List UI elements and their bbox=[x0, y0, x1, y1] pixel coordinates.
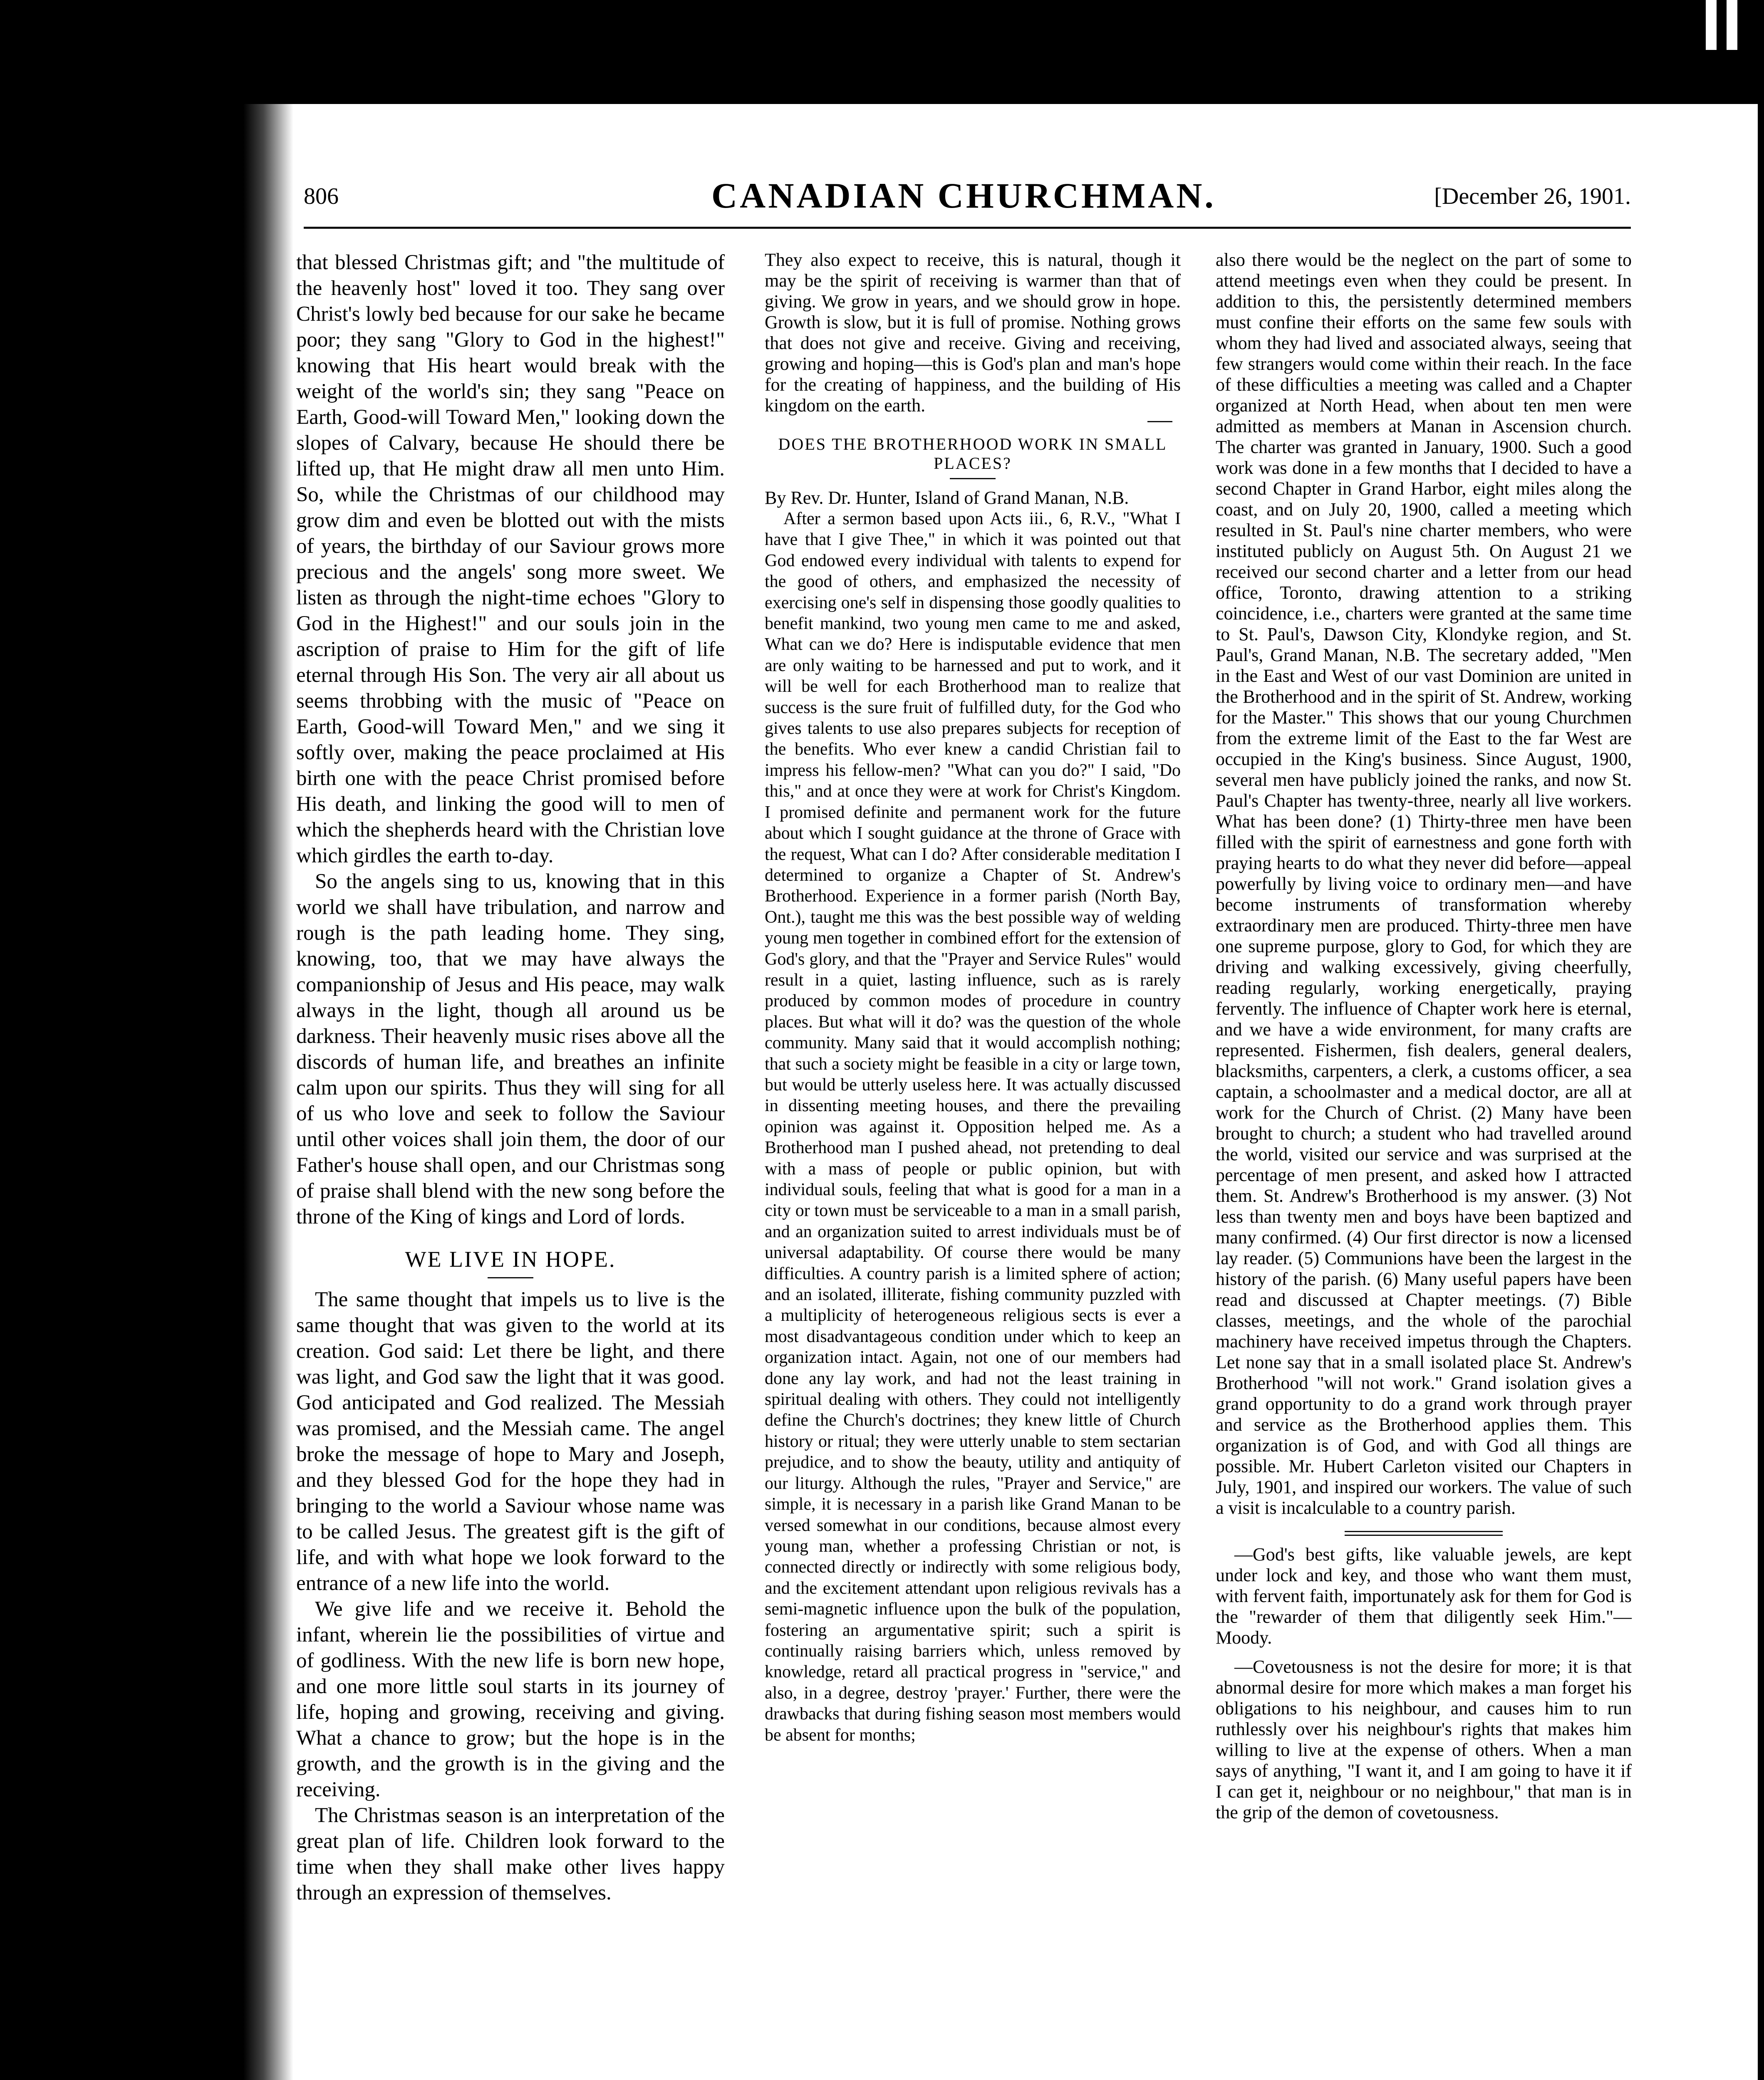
header-rule bbox=[304, 227, 1631, 229]
paragraph: We give life and we receive it. Behold the infant, wherein lie the possibilities of virtue and of godliness. With the new life is born new hope, and one more little soul starts in its journey of life, hoping and growing, receiving and giving. What a chance to grow; but the hope is in the growth, and the growth is in the giving and the receiving. bbox=[296, 1597, 725, 1801]
column-3 bbox=[1216, 250, 1632, 1823]
page-number: 806 bbox=[304, 183, 339, 209]
paragraph: —Covetousness is not the desire for more; it is that abnormal desire for more which makes a man forget his obligations to his neighbour, and causes him to run ruthlessly over his neighbour's rights that makes him willing to live at the expense of others. When a man says of anything, "I want it, and I am going to have it if I can get it, neighbour or no neighbour," that man is in the grip of the demon of covetousness. bbox=[1216, 1657, 1632, 1822]
issue-date: [December 26, 1901. bbox=[1434, 183, 1631, 209]
paragraph: —God's best gifts, like valuable jewels, are kept under lock and key, and those who want them must, with fervent faith, importunately ask for them for God is the "rewarder of them that diligently seek Him."—Moody. bbox=[1216, 1544, 1632, 1648]
column-1 bbox=[296, 250, 725, 1906]
masthead: CANADIAN CHURCHMAN. bbox=[711, 176, 1216, 215]
section-divider bbox=[1345, 1531, 1503, 1536]
paragraph: The same thought that impels us to live is the same thought that was given to the world at its creation. God said: Let there be light, and there was light, and God saw the light that it was good. God anticipated and God realized. The Messiah was promised, and the Messiah came. The angel broke the message of hope to Mary and Joseph, and they blessed God for the hope they had in bringing to the world a Saviour whose name was to be called Jesus. The greatest gift is the gift of life, and with what hope we look forward to the entrance of a new life into the world. bbox=[296, 1288, 725, 1595]
article-heading: WE LIVE IN HOPE. bbox=[405, 1247, 616, 1272]
paragraph: They also expect to receive, this is natural, though it may be the spirit of receiving is warmer than that of giving. We grow in years, and we should grow in hope. Growth is slow, but it is full of promise. Nothing grows that does not give and receive. Giving and receiving, growing and hoping—this is God's plan and man's hope for the creating of happiness, and the building of His kingdom on the earth. bbox=[765, 250, 1181, 416]
divider bbox=[1147, 421, 1172, 422]
paragraph: also there would be the neglect on the part of some to attend meetings even when they could be present. In addition to this, the persistently determined members must confine their efforts on the same few souls with whom they had lived and associated always, seeing that few strangers would come within their reach. In the face of these difficulties a meeting was called and a Chapter organized at North Head, when about ten men were admitted as members at Manan in Ascension church. The charter was granted in January, 1900. Such a good work was done in a few months that I decided to have a second Chapter in Grand Harbor, eight miles along the coast, and on July 20, 1900, called a meeting which resulted in St. Paul's nine charter members, who were instituted publicly on August 5th. On August 21 we received our second charter and a letter from our head office, Toronto, drawing attention to a striking coincidence, i.e., charters were granted at the same time to St. Paul's, Dawson City, Klondyke region, and St. Paul's, Grand Manan, N.B. The secretary added, "Men in the East and West of our vast Dominion are united in the Brotherhood and in the spirit of St. Andrew, working for the Master." This shows that our young Churchmen from the extreme limit of the East to the far West are occupied in the King's business. Since August, 1900, several men have publicly joined the ranks, and now St. Paul's Chapter has twenty-three, nearly all live workers. What has been done? (1) Thirty-three men have been filled with the spirit of earnestness and gone forth with praying hearts to do what they never did before—appeal powerfully by living voice to ordinary men—and have become instruments of transformation whereby extraordinary men are produced. Thirty-three men have one supreme purpose, glory to God, for which they are driving and walking excessively, giving cheerfully, reading regularly, working energetically, praying fervently. The influence of Chapter work here is eternal, and we have a wide environment, for many crafts are represented. Fishermen, fish dealers, general dealers, blacksmiths, carpenters, a clerk, a customs officer, a sea captain, a schoolmaster and a medical doctor, are all at work for the Church of Christ. (2) Many have been brought to church; a student who had travelled around the world, visited our service and was surprised at the percentage of men present, and asked how I attracted them. St. Andrew's Brotherhood is my answer. (3) Not less than twenty men and boys have been baptized and many confirmed. (4) Our first director is now a licensed lay reader. (5) Communions have been the largest in the history of the parish. (6) Many useful papers have been read and discussed at Chapter meetings. (7) Bible classes, meetings, and the whole of the parochial machinery have received impetus through the Chapters. Let none say that in a small isolated place St. Andrew's Brotherhood "will not work." Grand isolation gives a grand opportunity to do a grand work through prayer and service as the Brotherhood applies them. This organization is of God, and with God all things are possible. Mr. Hubert Carleton visited our Chapters in July, 1901, and inspired our workers. The value of such a visit is incalculable to a country parish. bbox=[1216, 250, 1632, 1518]
paragraph: So the angels sing to us, knowing that in this world we shall have tribulation, and narrow and rough is the path leading home. They sing, knowing, too, that we may have always the companionship of Jesus and His peace, may walk always in the light, though all around us be darkness. Their heavenly music rises above all the discords of human life, and breathes an infinite calm upon our spirits. Thus they will sing for all of us who love and seek to follow the Saviour until other voices shall join them, the door of our Father's house shall open, and our Christmas song of praise shall blend with the new song before the throne of the King of kings and Lord of lords. bbox=[296, 870, 725, 1228]
scan-mark-top bbox=[1706, 0, 1717, 50]
heading-rule bbox=[488, 1277, 533, 1278]
heading-rule bbox=[950, 478, 996, 479]
paragraph: The Christmas season is an interpretation of the great plan of life. Children look forward to the time when they shall make other lives happy through an expression of themselves. bbox=[296, 1804, 725, 1904]
paragraph: that blessed Christmas gift; and "the multitude of the heavenly host" loved it too. They sang over Christ's lowly bed because for our sake he became poor; they sang "Glory to God in the highest!" knowing that His heart would break with the weight of the world's sin; they sang "Peace on Earth, Good-will Toward Men," looking down the slopes of Calvary, because He should there be lifted up, that He might draw all men unto Him. So, while the Christmas of our childhood may grow dim and even be blotted out with the mists of years, the birthday of our Saviour grows more precious and the angels' song more sweet. We listen as through the night-time echoes "Glory to God in the Highest!" and our souls join in the ascription of praise to Him for the gift of life eternal through His Son. The very air all about us seems throbbing with the music of "Peace on Earth, Good-will Toward Men," and we sing it softly over, making the peace proclaimed at His birth one with the peace Christ promised before His death, and linking the good will to men of which the shepherds heard with the Christian love which girdles the earth to-day. bbox=[296, 251, 725, 867]
paragraph: After a sermon based upon Acts iii., 6, R.V., "What I have that I give Thee," in which it was pointed out that God endowed every individual with talents to expend for the good of others, and emphasized the necessity of exercising one's self in dispensing those goodly qualities to benefit mankind, two young men came to me and asked, What can we do? Here is indisputable evidence that men are only waiting to be harnessed and put to work, and it will be well for each Brotherhood man to realize that success is the sure fruit of fulfilled duty, for the God who gives talents to use also prepares subjects for reception of the benefits. Who ever knew a candid Christian fail to impress his fellow-men? "What can you do?" I said, "Do this," and at once they were at work for Christ's Kingdom. I promised definite and permanent work for the future about which I sought guidance at the throne of Grace with the request, What can I do? After considerable meditation I determined to organize a Chapter of St. Andrew's Brotherhood. Experience in a former parish (North Bay, Ont.), taught me this was the best possible way of welding young men together in combined effort for the extension of God's glory, and that the "Prayer and Service Rules" would result in a quiet, lasting influence, such as is rarely produced by common modes of procedure in country places. But what will it do? was the question of the whole community. Many said that it would accomplish nothing; that such a society might be feasible in a city or large town, but would be utterly useless here. It was actually discussed in dissenting meeting houses, and there the prevailing opinion was against it. Opposition helped me. As a Brotherhood man I pushed ahead, not pretending to deal with a mass of people or public opinion, but with individual souls, feeling that what is good for a man in a city or town must be serviceable to a man in a small parish, and an organization suited to arrest individuals must be of universal adaptability. Of course there would be many difficulties. A country parish is a limited sphere of action; and an isolated, illiterate, fishing community puzzled with a multiplicity of heterogeneous religious sects is ever a most disadvantageous condition under which to keep an organization intact. Again, not one of our members had done any lay work, and had not the least training in spiritual dealing with others. They could not intelligently define the Church's doctrines; they knew little of Church history or ritual; they were utterly unable to stem sectarian prejudice, and to show the beauty, utility and antiquity of our liturgy. Although the rules, "Prayer and Service," are simple, it is necessary in a parish like Grand Manan to be versed somewhat in our conditions, because almost every young man, whether a professing Christian or not, is connected directly or indirectly with some religious body, and the excitement attendant upon religious revivals has a semi-magnetic influence upon the bulk of the population, fostering an argumentative spirit; such a spirit is continually raising barriers which, unless removed by knowledge, retard all practical progress in "service," and also, in a degree, destroy 'prayer.' Further, there were the drawbacks that during fishing season most members would be absent for months; bbox=[765, 509, 1181, 1745]
article-heading: DOES THE BROTHERHOOD WORK IN SMALL PLACES? bbox=[778, 435, 1167, 473]
binding-shadow bbox=[243, 104, 293, 2080]
scan-mark-top bbox=[1727, 0, 1737, 50]
column-2 bbox=[765, 250, 1181, 1746]
page-header bbox=[304, 175, 1631, 220]
byline: By Rev. Dr. Hunter, Island of Grand Manan, N.B. bbox=[765, 488, 1129, 508]
